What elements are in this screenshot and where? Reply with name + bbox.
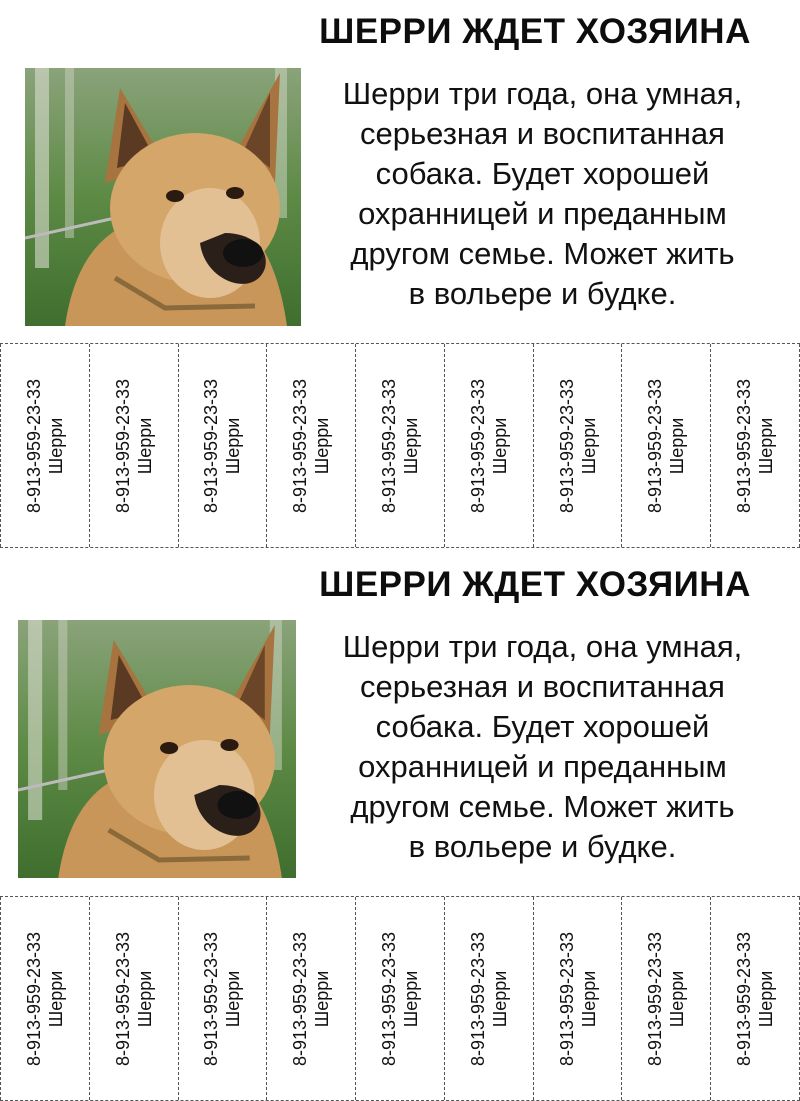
tab-phone: 8-913-959-23-33 <box>734 931 755 1066</box>
tab-name: Шерри <box>45 417 66 474</box>
tab-name: Шерри <box>756 970 777 1027</box>
tab-name: Шерри <box>134 970 155 1027</box>
tear-off-tab[interactable] <box>622 344 711 547</box>
tear-off-tab[interactable] <box>356 344 445 547</box>
tear-off-tab[interactable] <box>267 897 356 1100</box>
tear-off-tab[interactable] <box>711 897 800 1100</box>
tear-off-tab[interactable] <box>622 897 711 1100</box>
flyer-description <box>305 74 780 314</box>
tear-off-tab[interactable] <box>711 344 800 547</box>
tab-name: Шерри <box>578 417 599 474</box>
tab-phone: 8-913-959-23-33 <box>379 378 400 513</box>
tab-name: Шерри <box>312 970 333 1027</box>
tab-name: Шерри <box>401 417 422 474</box>
tab-name: Шерри <box>312 417 333 474</box>
description-line: охранницей и преданным <box>358 749 727 784</box>
tab-name: Шерри <box>223 417 244 474</box>
flyer-title: ШЕРРИ ЖДЕТ ХОЗЯИНА <box>319 565 751 604</box>
tear-off-strip <box>0 343 800 548</box>
description-line: серьезная и воспитанная <box>360 669 725 704</box>
dog-photo <box>25 68 301 326</box>
dog-illustration <box>25 68 301 326</box>
tear-off-tab[interactable] <box>179 897 268 1100</box>
description-line: собака. Будет хорошей <box>375 156 710 191</box>
dog-photo <box>18 620 296 878</box>
tab-phone: 8-913-959-23-33 <box>556 378 577 513</box>
tear-off-tab[interactable] <box>534 897 623 1100</box>
tab-phone: 8-913-959-23-33 <box>201 378 222 513</box>
tab-phone: 8-913-959-23-33 <box>645 931 666 1066</box>
tab-name: Шерри <box>756 417 777 474</box>
tab-name: Шерри <box>45 970 66 1027</box>
dog-illustration <box>18 620 296 878</box>
description-line: другом семье. Может жить <box>350 236 735 271</box>
tear-off-tab[interactable] <box>356 897 445 1100</box>
tab-name: Шерри <box>401 970 422 1027</box>
tab-phone: 8-913-959-23-33 <box>23 378 44 513</box>
tab-name: Шерри <box>134 417 155 474</box>
tab-phone: 8-913-959-23-33 <box>290 931 311 1066</box>
tear-off-tab[interactable] <box>445 344 534 547</box>
tab-name: Шерри <box>489 417 510 474</box>
tear-off-tab[interactable] <box>90 344 179 547</box>
tab-phone: 8-913-959-23-33 <box>201 931 222 1066</box>
tab-phone: 8-913-959-23-33 <box>734 378 755 513</box>
description-line: в вольере и будке. <box>408 276 677 311</box>
tab-phone: 8-913-959-23-33 <box>556 931 577 1066</box>
description-line: Шерри три года, она умная, <box>342 76 743 111</box>
tear-off-tab[interactable] <box>445 897 534 1100</box>
tear-off-tab[interactable] <box>179 344 268 547</box>
flyer-description <box>305 627 780 867</box>
tab-phone: 8-913-959-23-33 <box>379 931 400 1066</box>
tab-name: Шерри <box>223 970 244 1027</box>
tear-off-tab[interactable] <box>0 344 90 547</box>
tab-phone: 8-913-959-23-33 <box>112 931 133 1066</box>
tab-phone: 8-913-959-23-33 <box>467 378 488 513</box>
description-line: в вольере и будке. <box>408 829 677 864</box>
tear-off-tab[interactable] <box>534 344 623 547</box>
tab-phone: 8-913-959-23-33 <box>467 931 488 1066</box>
flyer-title: ШЕРРИ ЖДЕТ ХОЗЯИНА <box>319 12 751 51</box>
tab-name: Шерри <box>578 970 599 1027</box>
tab-phone: 8-913-959-23-33 <box>112 378 133 513</box>
tab-phone: 8-913-959-23-33 <box>645 378 666 513</box>
tear-off-tab[interactable] <box>90 897 179 1100</box>
description-line: другом семье. Может жить <box>350 789 735 824</box>
tab-phone: 8-913-959-23-33 <box>290 378 311 513</box>
description-line: серьезная и воспитанная <box>360 116 725 151</box>
description-line: собака. Будет хорошей <box>375 709 710 744</box>
tab-name: Шерри <box>667 970 688 1027</box>
tab-name: Шерри <box>667 417 688 474</box>
tear-off-tab[interactable] <box>267 344 356 547</box>
tab-phone: 8-913-959-23-33 <box>23 931 44 1066</box>
tear-off-strip <box>0 896 800 1101</box>
description-line: охранницей и преданным <box>358 196 727 231</box>
tab-name: Шерри <box>489 970 510 1027</box>
tear-off-tab[interactable] <box>0 897 90 1100</box>
description-line: Шерри три года, она умная, <box>342 629 743 664</box>
